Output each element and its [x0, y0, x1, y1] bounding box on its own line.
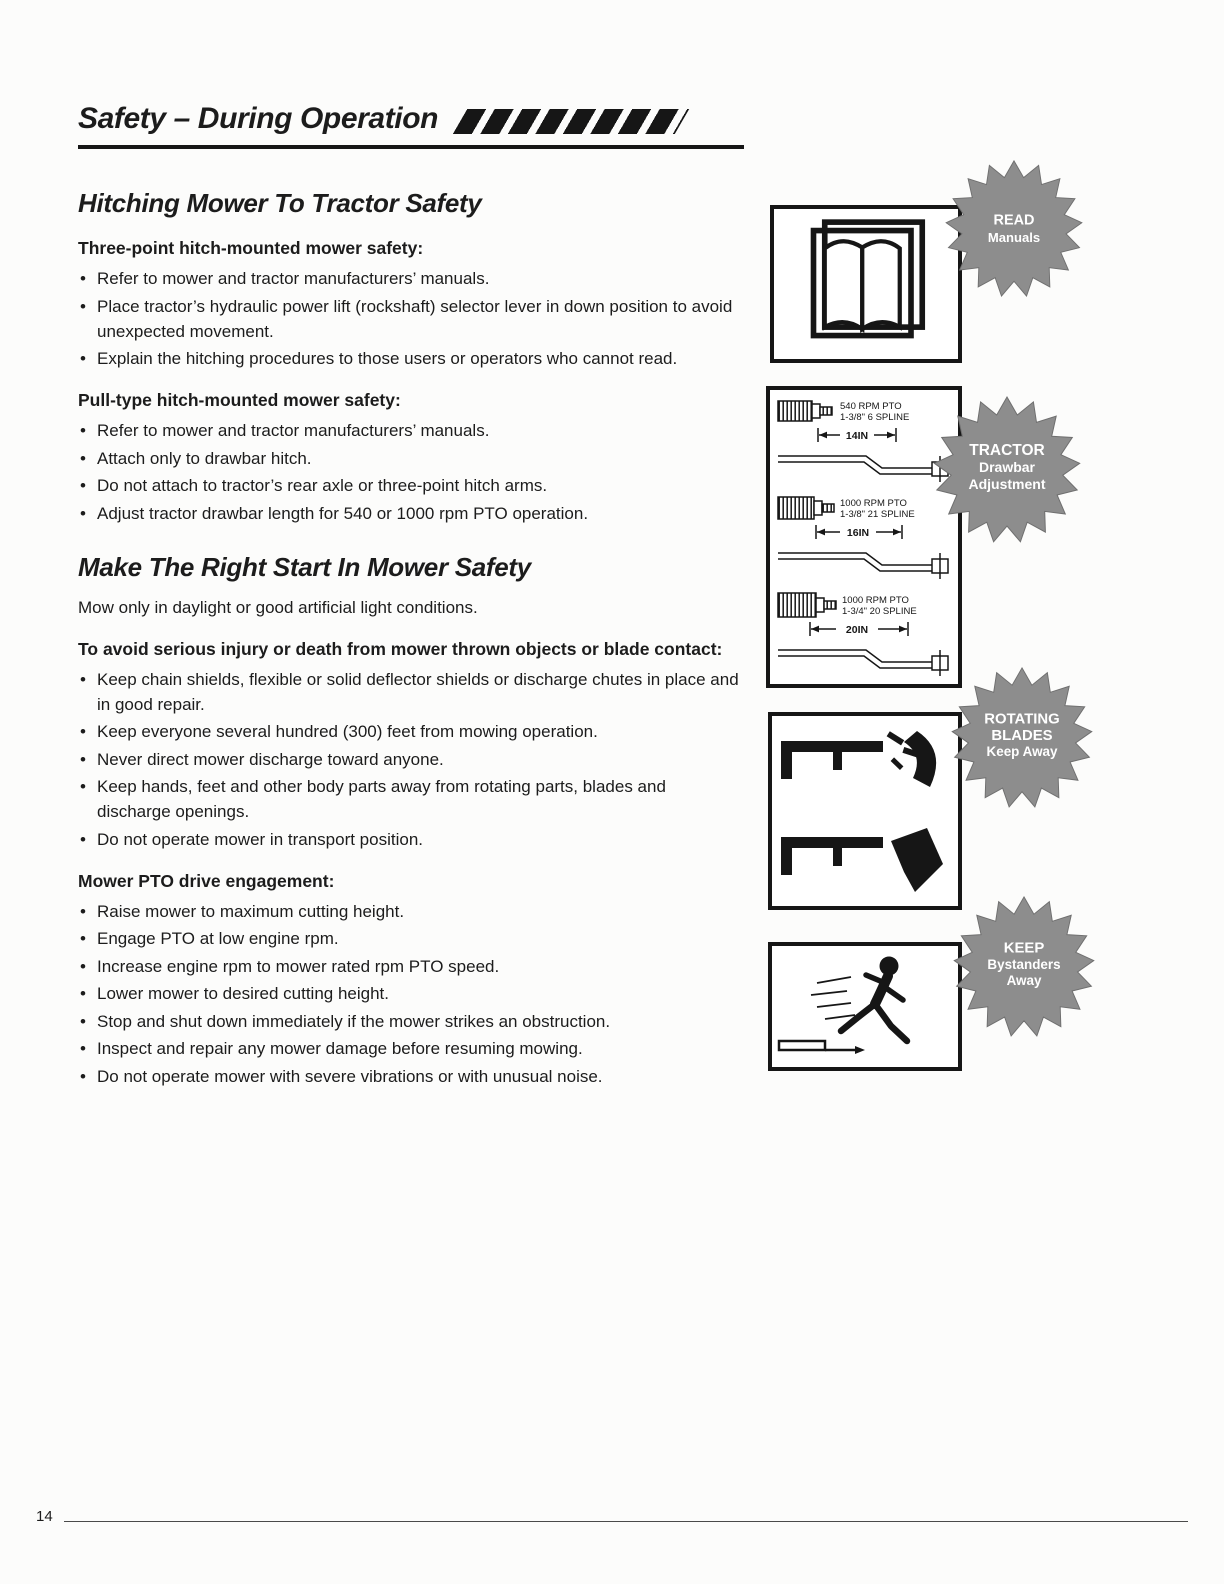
- svg-text:1-3/8" 6 SPLINE: 1-3/8" 6 SPLINE: [840, 412, 910, 423]
- page-header: [78, 102, 744, 149]
- debris-lines: [811, 977, 855, 1019]
- bullet-item: • Lower mower to desired cutting height.: [78, 981, 742, 1006]
- deflector-blade: [891, 828, 943, 892]
- mower-deck-top: [781, 741, 883, 779]
- mower-discharge-illustration: [775, 719, 955, 904]
- subheading-pull-type: Pull-type hitch-mounted mower safety:: [78, 390, 401, 410]
- pto-engagement-bullet-list: [78, 899, 742, 1089]
- keep-bystanders-starburst: [949, 895, 1099, 1039]
- burst-text-line: TRACTOR: [969, 442, 1045, 459]
- bullet-item: • Do not operate mower with severe vibrations or with unusual noise.: [78, 1064, 742, 1089]
- svg-text:20IN: 20IN: [845, 624, 869, 636]
- page-header-row: [78, 102, 744, 136]
- main-text-column: [78, 178, 742, 1093]
- subheading-pto-engagement: Mower PTO drive engagement:: [78, 870, 335, 891]
- bullet-item: • Refer to mower and tractor manufacturers’ manuals.: [78, 418, 742, 443]
- burst-text-line: Drawbar: [978, 459, 1036, 475]
- burst-text-line: READ: [993, 212, 1035, 229]
- pto-spline-icon: [778, 593, 836, 617]
- dimension-arrow: [818, 428, 896, 442]
- thrown-objects-bullet-list: [78, 667, 742, 852]
- section-heading-hitching: Hitching Mower To Tractor Safety: [78, 188, 482, 218]
- svg-text:16IN: 16IN: [846, 527, 870, 539]
- read-manuals-figure-box: [770, 205, 962, 363]
- burst-text-line: Bystanders: [987, 956, 1061, 972]
- dimension-arrow: [816, 525, 902, 539]
- page-number: 14: [36, 1508, 53, 1525]
- bullet-item: • Stop and shut down immediately if the mower strikes an obstruction.: [78, 1009, 742, 1034]
- intro-paragraph: Mow only in daylight or good artificial light conditions.: [78, 597, 478, 617]
- svg-text:14IN: 14IN: [845, 430, 869, 442]
- header-rule: [78, 145, 744, 149]
- bullet-item: • Increase engine rpm to mower rated rpm PTO speed.: [78, 954, 742, 979]
- svg-text:540 RPM PTO: 540 RPM PTO: [840, 401, 902, 412]
- bullet-item: • Engage PTO at low engine rpm.: [78, 926, 742, 951]
- footer-rule: [64, 1521, 1188, 1522]
- bullet-item: • Adjust tractor drawbar length for 540 or 1000 rpm PTO operation.: [78, 501, 742, 526]
- open-book-icon: [791, 218, 941, 350]
- burst-text-line: Manuals: [987, 230, 1041, 246]
- bullet-item: • Keep hands, feet and other body parts away from rotating parts, blades and discharge openings.: [78, 774, 742, 824]
- bullet-item: • Do not operate mower in transport position.: [78, 827, 742, 852]
- burst-text-line: Keep Away: [986, 744, 1058, 760]
- burst-text-line: BLADES: [991, 727, 1053, 744]
- three-point-bullet-list: [78, 266, 742, 371]
- bullet-item: • Keep everyone several hundred (300) feet from mowing operation.: [78, 719, 742, 744]
- burst-text-line: Adjustment: [968, 476, 1046, 492]
- svg-text:1-3/8" 21 SPLINE: 1-3/8" 21 SPLINE: [840, 509, 915, 520]
- bullet-item: • Do not attach to tractor’s rear axle or three-point hitch arms.: [78, 473, 742, 498]
- bullet-item: • Explain the hitching procedures to those users or operators who cannot read.: [78, 346, 742, 371]
- read-manuals-starburst: [941, 159, 1087, 299]
- bullet-item: • Place tractor’s hydraulic power lift (rockshaft) selector lever in down position to avoid unexpected movement.: [78, 294, 742, 344]
- section-heading-right-start: Make The Right Start In Mower Safety: [78, 551, 531, 582]
- svg-text:1000 RPM PTO: 1000 RPM PTO: [840, 498, 907, 509]
- pto-spline-diagram-1000-20: [774, 590, 956, 687]
- header-stripes-graphic: [453, 109, 689, 134]
- subheading-three-point: Three-point hitch-mounted mower safety:: [78, 238, 424, 258]
- bullet-item: • Keep chain shields, flexible or solid deflector shields or discharge chutes in place and in good repair.: [78, 667, 742, 717]
- pto-spline-icon: [778, 497, 834, 519]
- tractor-drawbar-starburst: [929, 395, 1085, 545]
- discharge-chute: [904, 731, 936, 787]
- running-person: [841, 957, 907, 1042]
- drawbar-profile: [778, 456, 948, 482]
- burst-text-line: Away: [1006, 973, 1042, 989]
- bullet-item: • Never direct mower discharge toward anyone.: [78, 747, 742, 772]
- bullet-item: • Raise mower to maximum cutting height.: [78, 899, 742, 924]
- bullet-item: • Inspect and repair any mower damage before resuming mowing.: [78, 1036, 742, 1061]
- bullet-item: • Refer to mower and tractor manufacturers’ manuals.: [78, 266, 742, 291]
- drawbar-profile: [778, 650, 948, 676]
- page-title: Safety – During Operation: [78, 102, 439, 135]
- dimension-arrow: [810, 622, 908, 636]
- rotating-blades-starburst: [947, 666, 1097, 810]
- mower-corner: [779, 1041, 865, 1054]
- pto-spline-icon: [778, 401, 832, 421]
- drawbar-profile: [778, 553, 948, 579]
- burst-text-line: KEEP: [1003, 940, 1045, 957]
- rotating-blades-figure-box: [768, 712, 962, 910]
- subheading-thrown-objects: To avoid serious injury or death from mower thrown objects or blade contact:: [78, 638, 723, 659]
- burst-text-line: ROTATING: [984, 711, 1060, 728]
- bystanders-figure-box: [768, 942, 962, 1071]
- running-person-illustration: [773, 949, 958, 1067]
- pull-type-bullet-list: [78, 418, 742, 526]
- svg-text:1-3/4" 20 SPLINE: 1-3/4" 20 SPLINE: [842, 606, 917, 617]
- bullet-item: • Attach only to drawbar hitch.: [78, 446, 742, 471]
- mower-deck-bottom: [781, 837, 883, 875]
- svg-text:1000 RPM PTO: 1000 RPM PTO: [842, 595, 909, 606]
